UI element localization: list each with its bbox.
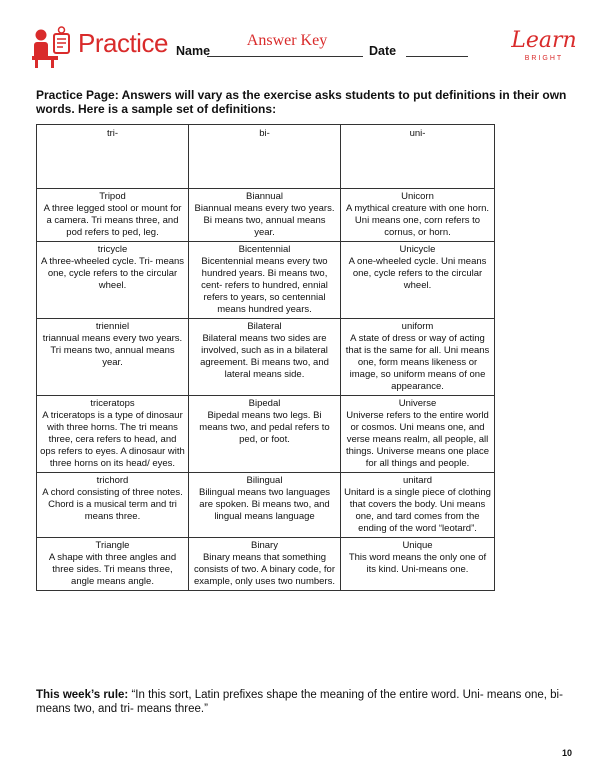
word-term: Universe bbox=[398, 398, 437, 409]
definition-cell bbox=[341, 473, 495, 538]
table-row bbox=[37, 473, 495, 538]
word-term: Unicorn bbox=[401, 191, 434, 202]
table-row bbox=[37, 538, 495, 591]
table-row bbox=[37, 319, 495, 396]
table-row bbox=[37, 242, 495, 319]
logo-word: Learn bbox=[511, 28, 577, 53]
word-definition: A three-wheeled cycle. Tri- means one, cycle refers to the circular wheel. bbox=[40, 256, 185, 291]
definition-cell bbox=[189, 319, 341, 396]
page-number: 10 bbox=[562, 748, 573, 758]
date-label: Date bbox=[369, 44, 397, 58]
table-row bbox=[37, 396, 495, 473]
definition-cell bbox=[37, 473, 189, 538]
definition-cell bbox=[189, 473, 341, 538]
word-term: Bicentennial bbox=[238, 244, 291, 255]
word-definition: A shape with three angles and three sides. Tri means three, angle means angle. bbox=[48, 552, 177, 587]
word-definition: Universe refers to the entire world or cosmos. Uni means one, and verse means realm, all people, all things. Universe means one place for all things and people. bbox=[345, 410, 490, 469]
student-at-desk-icon bbox=[30, 26, 74, 68]
word-term: Bilingual bbox=[246, 475, 283, 486]
word-term: trichord bbox=[96, 475, 129, 486]
date-line bbox=[406, 56, 468, 57]
definition-cell bbox=[37, 189, 189, 242]
weekly-rule bbox=[36, 688, 576, 716]
definition-cell bbox=[341, 242, 495, 319]
word-definition: triannual means every two years. Tri means two, annual means year. bbox=[42, 333, 183, 368]
definition-cell bbox=[189, 242, 341, 319]
answer-key-text: Answer Key bbox=[246, 32, 328, 49]
word-term: Triangle bbox=[95, 540, 130, 551]
name-label: Name bbox=[176, 44, 211, 58]
column-header: tri- bbox=[37, 125, 189, 189]
word-definition: A triceratops is a type of dinosaur with three horns. The tri means three, cera refers to head, and ops refers to eyes. A dinosaur with three horns on its head/ eyes. bbox=[40, 410, 185, 469]
definition-cell bbox=[189, 538, 341, 591]
rule-label: This week’s rule: bbox=[36, 689, 129, 701]
word-term: Bilateral bbox=[247, 321, 282, 332]
word-definition: Bicentennial means every two hundred years. Bi means two, cent- refers to hundred, ennial refers to years, so centennial means hundred years. bbox=[201, 256, 328, 315]
column-header: uni- bbox=[341, 125, 495, 189]
page-title: Practice bbox=[78, 28, 168, 58]
word-definition: Biannual means every two years. Bi means two, annual means year. bbox=[194, 203, 335, 238]
definition-cell bbox=[341, 396, 495, 473]
word-term: Bipedal bbox=[248, 398, 281, 409]
definition-cell bbox=[37, 396, 189, 473]
word-term: Tripod bbox=[99, 191, 126, 202]
word-definition: Bilateral means two sides are involved, such as in a bilateral agreement. Bi means two, and lateral means side. bbox=[200, 333, 329, 380]
word-term: Unique bbox=[402, 540, 433, 551]
definition-cell bbox=[189, 396, 341, 473]
word-term: trienniel bbox=[95, 321, 130, 332]
word-term: tricycle bbox=[97, 244, 128, 255]
logo-subtitle: BRIGHT bbox=[524, 55, 564, 62]
definition-cell bbox=[341, 319, 495, 396]
definitions-table bbox=[36, 124, 495, 591]
word-definition: A three legged stool or mount for a camera. Tri means three, and pod refers to ped, leg. bbox=[43, 203, 182, 238]
word-term: Unicycle bbox=[399, 244, 436, 255]
word-term: triceratops bbox=[90, 398, 135, 409]
word-term: unitard bbox=[402, 475, 433, 486]
word-definition: Bipedal means two legs. Bi means two, and pedal refers to ped, or foot. bbox=[199, 410, 330, 445]
word-term: Biannual bbox=[246, 191, 283, 202]
definition-cell bbox=[341, 189, 495, 242]
word-definition: Binary means that something consists of two. A binary code, for example, only uses two numbers. bbox=[194, 552, 335, 587]
word-definition: Bilingual means two languages are spoken. Bi means two, and lingual means language bbox=[199, 487, 330, 522]
word-definition: A one-wheeled cycle. Uni means one, cycle refers to the circular wheel. bbox=[348, 256, 487, 291]
page-header bbox=[30, 24, 578, 74]
word-term: uniform bbox=[401, 321, 434, 332]
definition-cell bbox=[37, 242, 189, 319]
rule-text: “In this sort, Latin prefixes shape the meaning of the entire word. Uni- means one, bi- means two, and tri- means three.” bbox=[36, 689, 563, 715]
table-row bbox=[37, 189, 495, 242]
word-definition: A mythical creature with one horn. Uni means one, corn refers to cornus, or horn. bbox=[345, 203, 490, 238]
word-term: Binary bbox=[251, 540, 278, 551]
word-definition: A state of dress or way of acting that is the same for all. Uni means one, form means likeness or image, so uniform means of one appearance. bbox=[345, 333, 490, 392]
column-header: bi- bbox=[189, 125, 341, 189]
definition-cell bbox=[189, 189, 341, 242]
name-line bbox=[207, 56, 363, 57]
word-definition: A chord consisting of three notes. Chord is a musical term and tri means three. bbox=[42, 487, 183, 522]
table-header-row bbox=[37, 125, 495, 189]
learn-bright-logo bbox=[510, 28, 578, 70]
definition-cell bbox=[37, 538, 189, 591]
word-definition: This word means the only one of its kind. Uni-means one. bbox=[348, 552, 487, 575]
word-definition: Unitard is a single piece of clothing that covers the body. Uni means one, and tard comes from the ending of the word “leotard”. bbox=[344, 487, 491, 534]
instructions: Practice Page: Answers will vary as the exercise asks students to put definitions in their own words. Here is a sample set of definitions: bbox=[36, 88, 567, 116]
definition-cell bbox=[37, 319, 189, 396]
definition-cell bbox=[341, 538, 495, 591]
